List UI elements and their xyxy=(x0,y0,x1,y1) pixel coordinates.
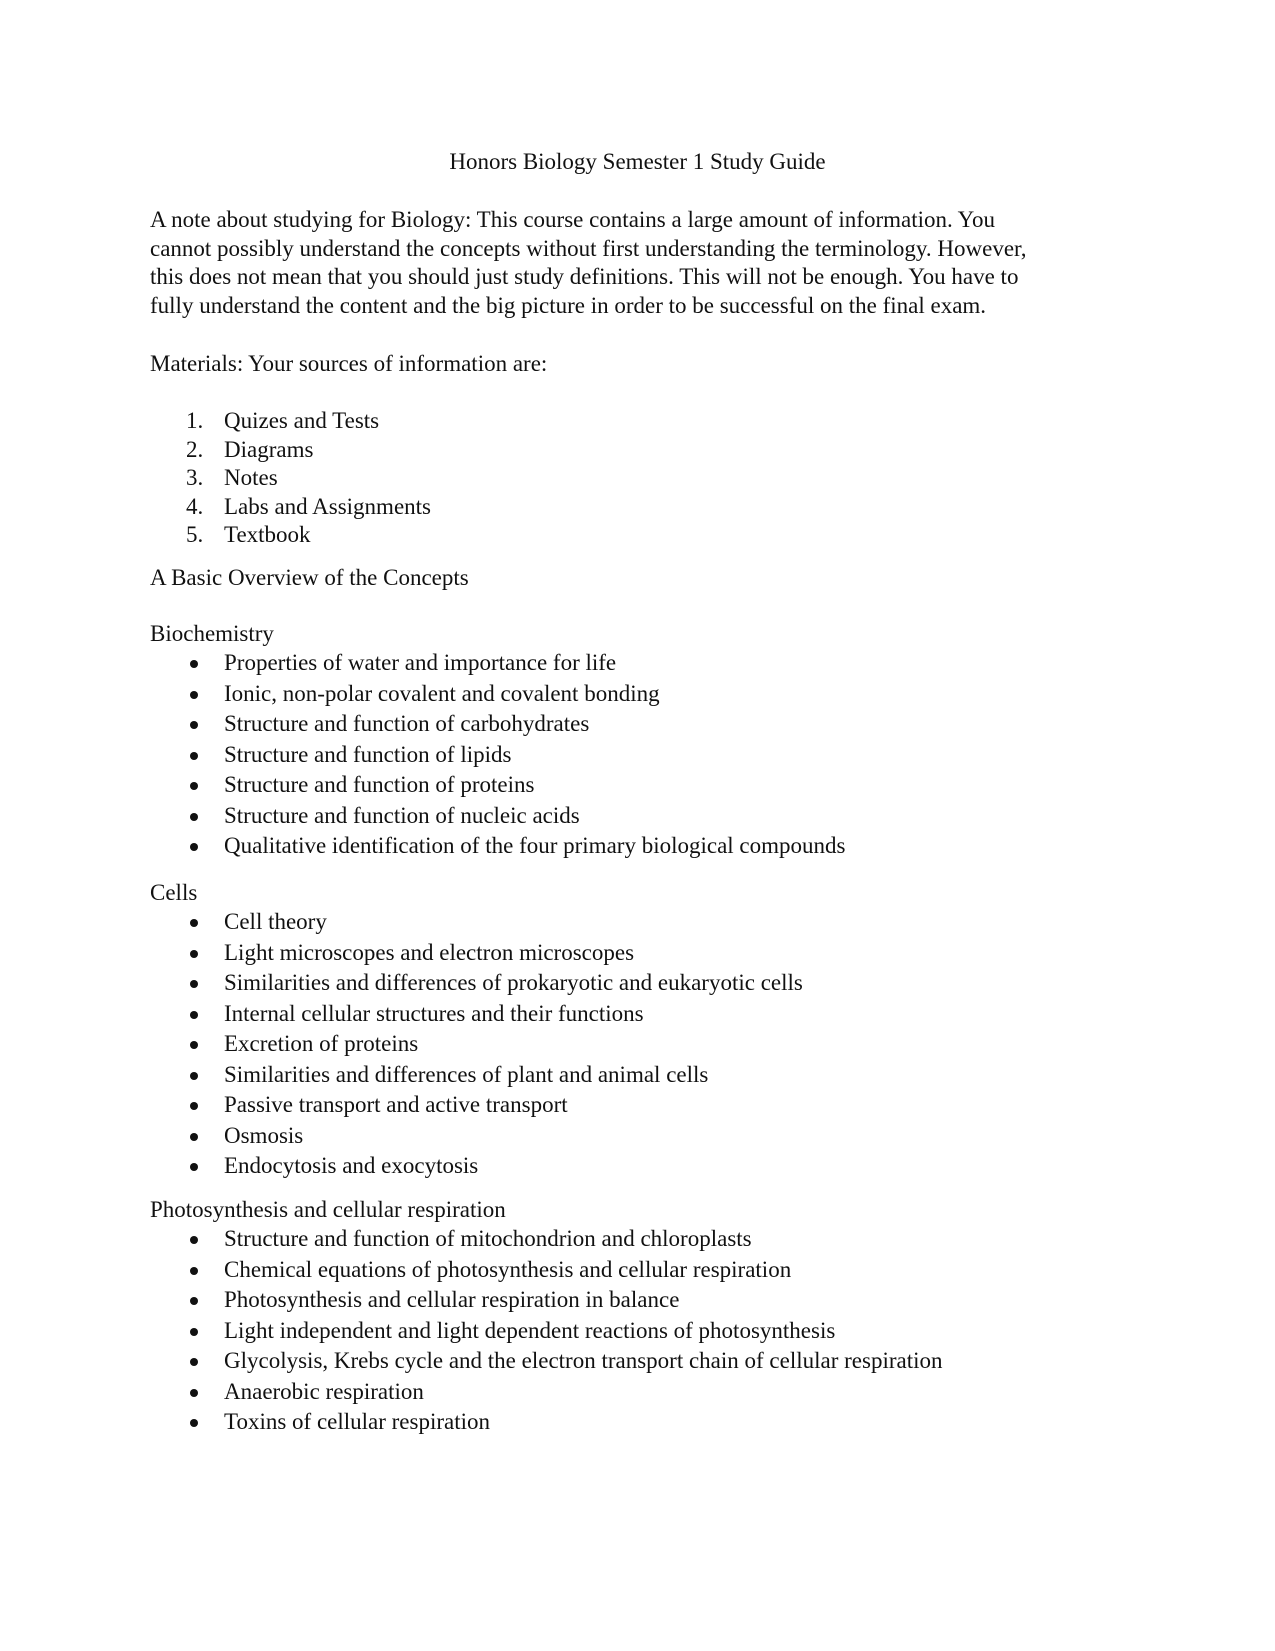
materials-intro: Materials: Your sources of information are: xyxy=(150,351,548,376)
list-item-text: Notes xyxy=(224,465,278,491)
bullet-icon xyxy=(190,691,198,699)
bullet-icon xyxy=(190,1297,198,1305)
list-item-text: Qualitative identification of the four primary biological compounds xyxy=(224,833,846,858)
study-note-line: cannot possibly understand the concepts without first understanding the terminology. However, xyxy=(150,235,1027,261)
list-number: 1. xyxy=(186,408,204,433)
section-heading-cells: Cells xyxy=(150,880,198,905)
list-item-text: Photosynthesis and cellular respiration in balance xyxy=(224,1287,680,1312)
list-item-text: Properties of water and importance for life xyxy=(224,650,617,675)
bullet-icon xyxy=(190,813,198,821)
list-item-text: Quizes and Tests xyxy=(224,408,380,433)
bullet-icon xyxy=(190,1163,198,1171)
list-item-text: Cell theory xyxy=(224,909,327,934)
list-item-text: Textbook xyxy=(224,522,311,548)
list-item-text: Structure and function of carbohydrates xyxy=(224,711,590,736)
list-item-text: Ionic, non-polar covalent and covalent bonding xyxy=(224,680,660,706)
bullet-icon xyxy=(190,660,198,668)
list-item-text: Diagrams xyxy=(224,436,314,462)
list-item-text: Similarities and differences of plant and animal cells xyxy=(224,1061,709,1087)
bullet-icon xyxy=(190,843,198,851)
bullet-icon xyxy=(190,980,198,988)
bullet-icon xyxy=(190,721,198,729)
bullet-icon xyxy=(190,1102,198,1110)
list-item-text: Structure and function of mitochondrion and chloroplasts xyxy=(224,1226,752,1251)
bullet-icon xyxy=(190,1133,198,1141)
bullet-icon xyxy=(190,1389,198,1397)
study-note-line: A note about studying for Biology: This course contains a large amount of information. You xyxy=(150,207,995,232)
section-heading-photosynthesis: Photosynthesis and cellular respiration xyxy=(150,1197,506,1222)
overview-heading: A Basic Overview of the Concepts xyxy=(150,565,469,590)
list-item-text: Anaerobic respiration xyxy=(224,1378,424,1404)
list-item-text: Internal cellular structures and their functions xyxy=(224,1000,644,1026)
bullet-icon xyxy=(190,1358,198,1366)
list-item-text: Light microscopes and electron microscopes xyxy=(224,939,635,965)
bullet-icon xyxy=(190,919,198,927)
list-item-text: Labs and Assignments xyxy=(224,493,431,519)
bullet-icon xyxy=(190,1011,198,1019)
list-item-text: Chemical equations of photosynthesis and cellular respiration xyxy=(224,1256,792,1282)
bullet-icon xyxy=(190,1328,198,1336)
bullet-icon xyxy=(190,782,198,790)
bullet-icon xyxy=(190,1072,198,1080)
list-item-text: Toxins of cellular respiration xyxy=(224,1409,491,1434)
list-item-text: Excretion of proteins xyxy=(224,1031,419,1056)
list-number: 2. xyxy=(186,436,204,462)
bullet-icon xyxy=(190,1236,198,1244)
study-note-line: fully understand the content and the big picture in order to be successful on the final exam. xyxy=(150,292,987,318)
bullet-icon xyxy=(190,1419,198,1427)
list-item-text: Osmosis xyxy=(224,1122,304,1148)
study-note-line: this does not mean that you should just study definitions. This will not be enough. You have to xyxy=(150,264,1019,290)
section-heading-biochemistry: Biochemistry xyxy=(150,621,274,646)
list-item-text: Similarities and differences of prokaryotic and eukaryotic cells xyxy=(224,970,803,995)
list-item-text: Structure and function of lipids xyxy=(224,741,512,767)
list-item-text: Passive transport and active transport xyxy=(224,1092,568,1117)
list-item-text: Light independent and light dependent reactions of photosynthesis xyxy=(224,1317,836,1343)
list-item-text: Endocytosis and exocytosis xyxy=(224,1153,479,1178)
bullet-icon xyxy=(190,1267,198,1275)
bullet-icon xyxy=(190,950,198,958)
list-item-text: Glycolysis, Krebs cycle and the electron transport chain of cellular respiration xyxy=(224,1348,943,1373)
list-item-text: Structure and function of nucleic acids xyxy=(224,802,580,828)
bullet-icon xyxy=(190,1041,198,1049)
list-number: 4. xyxy=(186,493,204,519)
list-number: 3. xyxy=(186,465,204,491)
study-note-paragraph xyxy=(150,206,1110,320)
list-item-text: Structure and function of proteins xyxy=(224,772,535,797)
page-title: Honors Biology Semester 1 Study Guide xyxy=(449,149,826,174)
list-number: 5. xyxy=(186,522,204,548)
bullet-icon xyxy=(190,752,198,760)
